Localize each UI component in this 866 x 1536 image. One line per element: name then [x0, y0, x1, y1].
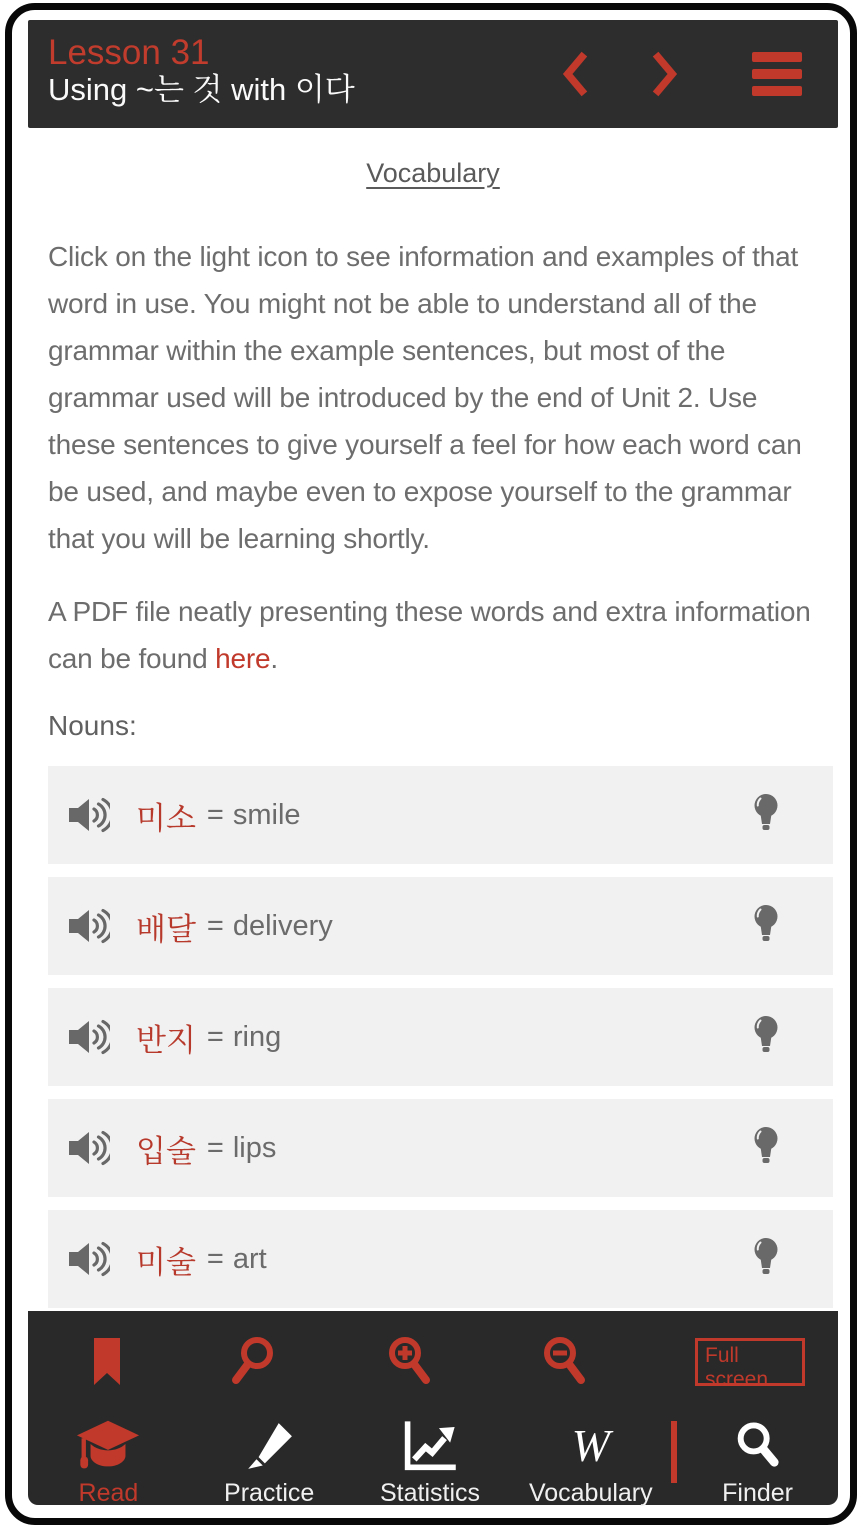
graduation-cap-icon [75, 1415, 141, 1477]
vocab-english: smile [232, 798, 301, 831]
nav-label-practice: Practice [224, 1479, 315, 1507]
vocab-korean: 반지 [136, 1022, 196, 1058]
vocab-korean: 미술 [136, 1244, 196, 1280]
lightbulb-icon[interactable] [753, 904, 779, 944]
vocab-english: art [232, 1242, 267, 1275]
nav-item-vocabulary[interactable] [510, 1415, 671, 1508]
vocab-english: ring [232, 1020, 282, 1053]
pdf-text-after: . [270, 643, 278, 674]
lightbulb-icon[interactable] [753, 1126, 779, 1166]
nav-item-finder[interactable] [677, 1415, 838, 1508]
speaker-icon[interactable] [68, 1241, 110, 1277]
pdf-here-link[interactable]: here [215, 643, 271, 674]
vocab-row [48, 1099, 833, 1197]
equals-sign: = [206, 1131, 224, 1164]
equals-sign: = [206, 909, 224, 942]
nav-label-finder: Finder [722, 1479, 794, 1507]
equals-sign: = [206, 798, 224, 831]
pencil-icon [244, 1415, 294, 1477]
lightbulb-icon[interactable] [753, 1015, 779, 1055]
chevron-left-icon[interactable] [560, 51, 590, 97]
nav-label-read: Read [78, 1479, 139, 1507]
vocab-list [28, 766, 838, 1308]
reader-toolbar [28, 1311, 838, 1407]
hamburger-menu-icon[interactable] [752, 48, 802, 100]
vocab-english: delivery [232, 909, 333, 942]
nav-label-vocabulary: Vocabulary [528, 1479, 653, 1507]
nav-item-read[interactable] [28, 1415, 189, 1508]
chart-icon [402, 1415, 458, 1477]
vocab-korean: 미소 [136, 800, 196, 836]
intro-paragraph: Click on the light icon to see information and examples of that word in use. You might not be able to understand all of the grammar within the example sentences, but most of the grammar used will be introduced by the end of Unit 2. Use these sentences to give yourself a feel for how each word can be used, and maybe even to expose yourself to the grammar that you will be learning shortly. [48, 241, 802, 554]
vocab-korean: 배달 [136, 911, 196, 947]
vocab-row [48, 1210, 833, 1308]
fullscreen-button[interactable]: Full screen [695, 1338, 805, 1386]
chevron-right-icon[interactable] [650, 51, 680, 97]
lightbulb-icon[interactable] [753, 1237, 779, 1277]
finder-magnifier-icon [733, 1415, 783, 1477]
nav-label-vocabulary-stats: Statistics [379, 1479, 480, 1507]
equals-sign: = [206, 1242, 224, 1275]
bookmark-icon[interactable] [92, 1337, 122, 1387]
vocab-row [48, 877, 833, 975]
vocab-korean: 입술 [136, 1133, 196, 1169]
search-icon[interactable] [228, 1336, 278, 1388]
lesson-content[interactable] [28, 128, 838, 1311]
vocabulary-heading: Vocabulary [366, 158, 500, 188]
vocab-english: lips [232, 1131, 277, 1164]
speaker-icon[interactable] [68, 1130, 110, 1166]
lesson-header [28, 20, 838, 128]
nav-item-practice[interactable] [189, 1415, 350, 1508]
letter-w-icon: W [571, 1420, 610, 1471]
lesson-number: Lesson 31 [48, 33, 210, 72]
equals-sign: = [206, 1020, 224, 1053]
speaker-icon[interactable] [68, 1019, 110, 1055]
zoom-out-icon[interactable] [539, 1336, 589, 1388]
vocab-row [48, 988, 833, 1086]
bottom-nav [28, 1407, 838, 1519]
pdf-paragraph [48, 588, 818, 682]
lesson-title: Using ~는 것 with 이다 [48, 72, 355, 107]
speaker-icon[interactable] [68, 908, 110, 944]
nav-item-statistics[interactable] [350, 1415, 511, 1508]
nouns-label: Nouns: [48, 710, 137, 741]
lightbulb-icon[interactable] [753, 793, 779, 833]
speaker-icon[interactable] [68, 797, 110, 833]
pdf-text-before: A PDF file neatly presenting these words and extra information can be found [48, 596, 811, 674]
vocab-row [48, 766, 833, 864]
bottom-bar [28, 1311, 838, 1505]
zoom-in-icon[interactable] [384, 1336, 434, 1388]
header-icons [560, 20, 802, 128]
